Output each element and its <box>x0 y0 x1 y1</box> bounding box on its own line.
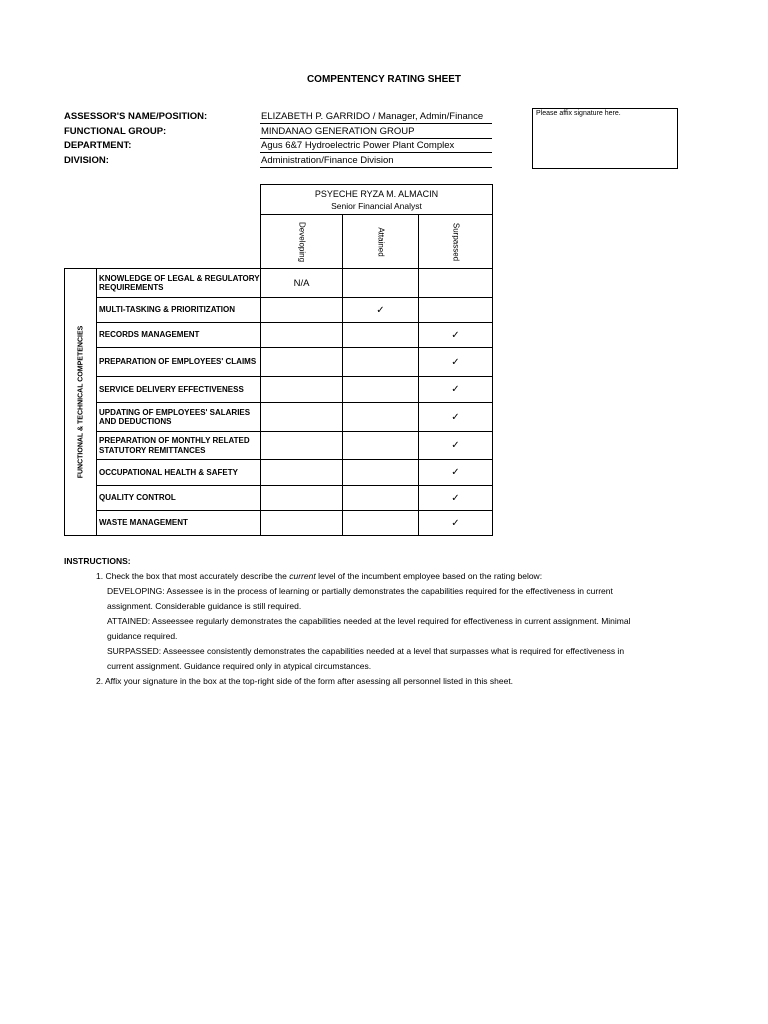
competency-name: UPDATING OF EMPLOYEES' SALARIES AND DEDUCTIONS <box>97 403 261 432</box>
rating-cell-attained <box>343 486 419 511</box>
employee-position: Senior Financial Analyst <box>331 200 422 211</box>
rating-mark: ✓ <box>451 517 460 529</box>
division-value: Administration/Finance Division <box>260 154 492 168</box>
rating-cell-surpassed <box>419 323 493 348</box>
rating-cell-attained <box>343 298 419 323</box>
competency-name: OCCUPATIONAL HEALTH & SAFETY <box>97 460 261 486</box>
info-row-department <box>64 139 492 154</box>
rating-cell-surpassed <box>419 486 493 511</box>
level-label-attained: Attained <box>376 226 385 257</box>
rating-mark: ✓ <box>451 492 460 504</box>
rating-mark: ✓ <box>451 467 460 478</box>
table-row <box>65 298 493 323</box>
competency-rating-table <box>64 184 493 536</box>
developing-definition: DEVELOPING: Assessee is in the process of learning or partially demonstrates the capabilities required for the effectiveness in current <box>107 586 613 596</box>
rating-cell-developing <box>261 511 343 536</box>
rating-mark: ✓ <box>451 329 460 341</box>
table-row <box>65 486 493 511</box>
competency-name: QUALITY CONTROL <box>97 486 261 511</box>
signature-box-note: Please affix signature here. <box>536 110 621 117</box>
competency-group-cell <box>65 269 97 536</box>
functional-group-label: FUNCTIONAL GROUP: <box>64 125 167 137</box>
rating-cell-attained <box>343 511 419 536</box>
level-label-surpassed: Surpassed <box>451 222 460 261</box>
table-row <box>65 323 493 348</box>
assessor-value: ELIZABETH P. GARRIDO / Manager, Admin/Finance <box>260 110 492 124</box>
rating-cell-attained <box>343 403 419 432</box>
blank-corner <box>97 215 261 269</box>
rating-cell-surpassed <box>419 348 493 377</box>
rating-mark: ✓ <box>376 304 385 316</box>
competency-name: MULTI-TASKING & PRIORITIZATION <box>97 298 261 323</box>
instructions-heading: INSTRUCTIONS: <box>64 556 131 566</box>
rating-cell-developing <box>261 403 343 432</box>
rating-mark: N/A <box>293 277 310 289</box>
rating-mark: ✓ <box>451 384 460 395</box>
info-row-assessor <box>64 110 492 125</box>
instruction-item-1-post: level of the incumbent employee based on the rating below: <box>315 571 543 581</box>
rating-cell-developing <box>261 432 343 460</box>
assessor-label: ASSESSOR'S NAME/POSITION: <box>64 111 208 122</box>
rating-cell-developing <box>261 486 343 511</box>
rating-cell-surpassed <box>419 298 493 323</box>
table-row <box>65 348 493 377</box>
rating-cell-attained <box>343 460 419 486</box>
table-row <box>65 432 493 460</box>
competency-name: RECORDS MANAGEMENT <box>97 323 261 348</box>
competency-name: PREPARATION OF EMPLOYEES' CLAIMS <box>97 348 261 377</box>
page-title: COMPENTENCY RATING SHEET <box>306 74 462 85</box>
instruction-item-1 <box>64 569 664 584</box>
employee-name: PSYECHE RYZA M. ALMACIN <box>314 188 439 199</box>
level-header-attained <box>343 215 419 269</box>
rating-cell-attained <box>343 323 419 348</box>
rating-cell-surpassed <box>419 511 493 536</box>
table-row <box>65 269 493 298</box>
employee-header <box>261 185 493 215</box>
rating-cell-developing <box>261 298 343 323</box>
level-label-developing: Developing <box>297 221 306 262</box>
competency-name: SERVICE DELIVERY EFFECTIVENESS <box>97 377 261 403</box>
blank-corner <box>65 215 97 269</box>
rating-cell-attained <box>343 269 419 298</box>
rating-cell-attained <box>343 377 419 403</box>
surpassed-definition-cont: current assignment. Guidance required only in atypical circumstances. <box>107 661 372 671</box>
table-row <box>65 511 493 536</box>
rating-mark: ✓ <box>451 440 460 451</box>
blank-corner <box>97 185 261 215</box>
rating-cell-attained <box>343 432 419 460</box>
competency-name: PREPARATION OF MONTHLY RELATED STATUTORY REMITTANCES <box>97 432 261 460</box>
instruction-item-2: 2. Affix your signature in the box at the top-right side of the form after asessing all personnel listed in this sheet. <box>96 676 514 686</box>
instruction-item-1-emphasis: current <box>289 571 316 581</box>
division-label: DIVISION: <box>64 154 109 166</box>
attained-definition: ATTAINED: Asseessee regularly demonstrates the capabilities needed at the level required for effectiveness in current assignment. Minimal <box>107 616 631 626</box>
competency-name: WASTE MANAGEMENT <box>97 511 261 536</box>
rating-cell-developing <box>261 269 343 298</box>
rating-cell-surpassed <box>419 269 493 298</box>
instructions <box>64 554 664 689</box>
rating-cell-attained <box>343 348 419 377</box>
department-label: DEPARTMENT: <box>64 140 132 151</box>
rating-mark: ✓ <box>451 356 460 368</box>
table-row <box>65 460 493 486</box>
competency-name: KNOWLEDGE OF LEGAL & REGULATORY REQUIREMENTS <box>97 269 261 298</box>
rating-cell-surpassed <box>419 403 493 432</box>
rating-cell-developing <box>261 460 343 486</box>
surpassed-definition: SURPASSED: Asseessee consistently demonstrates the capabilities needed at a level that surpasses what is required for effectiveness in <box>107 646 625 656</box>
rating-mark: ✓ <box>451 411 460 423</box>
level-header-surpassed <box>419 215 493 269</box>
table-row <box>65 377 493 403</box>
info-row-functional-group <box>64 125 492 140</box>
blank-corner <box>65 185 97 215</box>
level-header-developing <box>261 215 343 269</box>
department-value: Agus 6&7 Hydroelectric Power Plant Complex <box>260 139 492 153</box>
competency-group-label: FUNCTIONAL & TECHNICAL COMPETENCIES <box>77 325 84 479</box>
attained-definition-cont: guidance required. <box>107 631 178 641</box>
rating-cell-developing <box>261 323 343 348</box>
instruction-item-1-pre: 1. Check the box that most accurately describe the <box>96 571 290 581</box>
functional-group-value: MINDANAO GENERATION GROUP <box>260 125 492 139</box>
rating-cell-surpassed <box>419 432 493 460</box>
rating-cell-surpassed <box>419 377 493 403</box>
developing-definition-cont: assignment. Considerable guidance is still required. <box>107 601 302 611</box>
signature-box <box>532 108 678 169</box>
rating-cell-developing <box>261 348 343 377</box>
info-row-division <box>64 154 492 169</box>
rating-cell-surpassed <box>419 460 493 486</box>
table-row <box>65 403 493 432</box>
rating-cell-developing <box>261 377 343 403</box>
assessment-info <box>64 110 492 168</box>
